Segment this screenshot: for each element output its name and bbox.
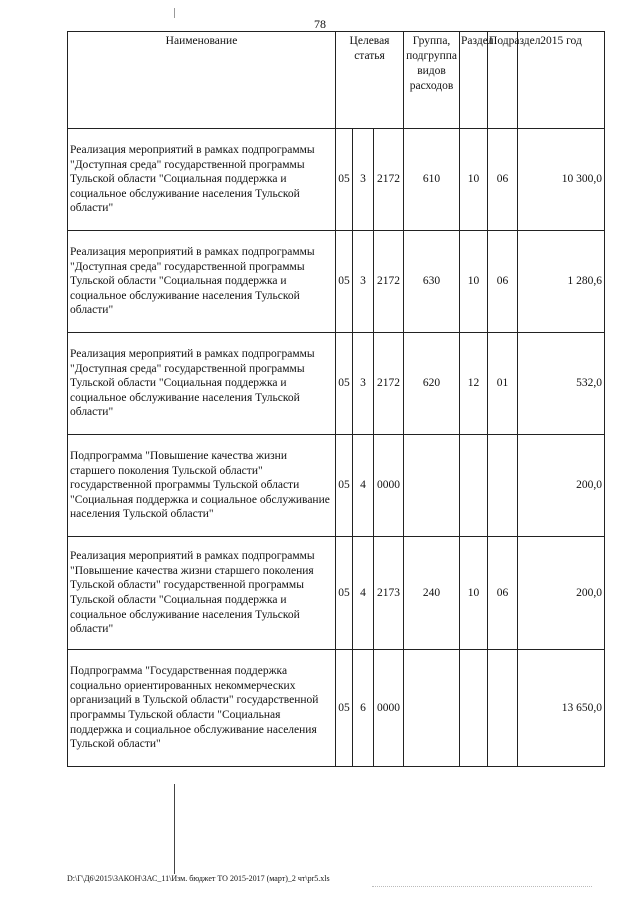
row-code-a: 05 xyxy=(336,435,353,537)
table-row xyxy=(68,537,605,650)
row-code-c: 2172 xyxy=(374,231,404,333)
row-name: Подпрограмма "Государственная поддержка социально ориентированных некоммерческих организаций в Тульской области" государственной программы Тульской области "Социальная поддержка и социальное обслуживание населения Тульской области" xyxy=(68,650,336,767)
header-section: Раздел xyxy=(460,32,488,129)
header-subsection: Подраздел xyxy=(488,32,518,129)
row-code-b: 6 xyxy=(353,650,374,767)
table-row xyxy=(68,333,605,435)
row-code-b: 4 xyxy=(353,537,374,650)
row-name: Реализация мероприятий в рамках подпрограммы "Доступная среда" государственной программы Тульской области "Социальная поддержка и социальное обслуживание населения Тульской области" xyxy=(68,129,336,231)
row-amount: 10 300,0 xyxy=(518,129,605,231)
row-section: 12 xyxy=(460,333,488,435)
row-code-b: 4 xyxy=(353,435,374,537)
scan-artifact xyxy=(372,886,592,889)
row-code-c: 0000 xyxy=(374,650,404,767)
row-code-c: 2172 xyxy=(374,129,404,231)
row-section xyxy=(460,650,488,767)
row-amount: 532,0 xyxy=(518,333,605,435)
header-year: 2015 год xyxy=(518,32,605,129)
row-amount: 200,0 xyxy=(518,435,605,537)
row-section: 10 xyxy=(460,537,488,650)
table-row xyxy=(68,129,605,231)
row-section: 10 xyxy=(460,129,488,231)
table-row xyxy=(68,650,605,767)
row-code-c: 2172 xyxy=(374,333,404,435)
header-expense-group: Группа, подгруппа видов расходов xyxy=(404,32,460,129)
row-subsection: 06 xyxy=(488,231,518,333)
row-subsection xyxy=(488,650,518,767)
row-code-a: 05 xyxy=(336,537,353,650)
row-code-c: 0000 xyxy=(374,435,404,537)
row-code-c: 2173 xyxy=(374,537,404,650)
table-row xyxy=(68,435,605,537)
margin-line xyxy=(174,784,175,874)
row-group: 630 xyxy=(404,231,460,333)
row-section: 10 xyxy=(460,231,488,333)
row-code-a: 05 xyxy=(336,650,353,767)
row-group xyxy=(404,650,460,767)
row-amount: 1 280,6 xyxy=(518,231,605,333)
row-name: Подпрограмма "Повышение качества жизни старшего поколения Тульской области" государственной программы Тульской области "Социальная поддержка и социальное обслуживание населения Тульской области" xyxy=(68,435,336,537)
footer-file-path: D:\Г\Д6\2015\ЗАКОН\ЗАС_11\Изм. бюджет ТО 2015-2017 (март)_2 чт\pr5.xls xyxy=(67,874,330,883)
row-name: Реализация мероприятий в рамках подпрограммы "Повышение качества жизни старшего поколения Тульской области" государственной программы Тульской области "Социальная поддержка и социальное обслуживание населения Тульской области" xyxy=(68,537,336,650)
page-number: 78 xyxy=(314,17,326,31)
row-section xyxy=(460,435,488,537)
row-code-b: 3 xyxy=(353,231,374,333)
row-name: Реализация мероприятий в рамках подпрограммы "Доступная среда" государственной программы Тульской области "Социальная поддержка и социальное обслуживание населения Тульской области" xyxy=(68,231,336,333)
table-row xyxy=(68,231,605,333)
row-group: 610 xyxy=(404,129,460,231)
row-code-b: 3 xyxy=(353,333,374,435)
row-code-a: 05 xyxy=(336,333,353,435)
row-subsection: 06 xyxy=(488,129,518,231)
row-name: Реализация мероприятий в рамках подпрограммы "Доступная среда" государственной программы Тульской области "Социальная поддержка и социальное обслуживание населения Тульской области" xyxy=(68,333,336,435)
header-target-article: Целевая статья xyxy=(336,32,404,129)
row-group: 620 xyxy=(404,333,460,435)
header-name: Наименование xyxy=(68,32,336,129)
row-group xyxy=(404,435,460,537)
row-group: 240 xyxy=(404,537,460,650)
budget-table xyxy=(67,31,605,767)
row-code-a: 05 xyxy=(336,231,353,333)
table-header-row xyxy=(68,32,605,129)
row-code-a: 05 xyxy=(336,129,353,231)
row-code-b: 3 xyxy=(353,129,374,231)
row-amount: 200,0 xyxy=(518,537,605,650)
row-amount: 13 650,0 xyxy=(518,650,605,767)
row-subsection: 01 xyxy=(488,333,518,435)
row-subsection xyxy=(488,435,518,537)
row-subsection: 06 xyxy=(488,537,518,650)
